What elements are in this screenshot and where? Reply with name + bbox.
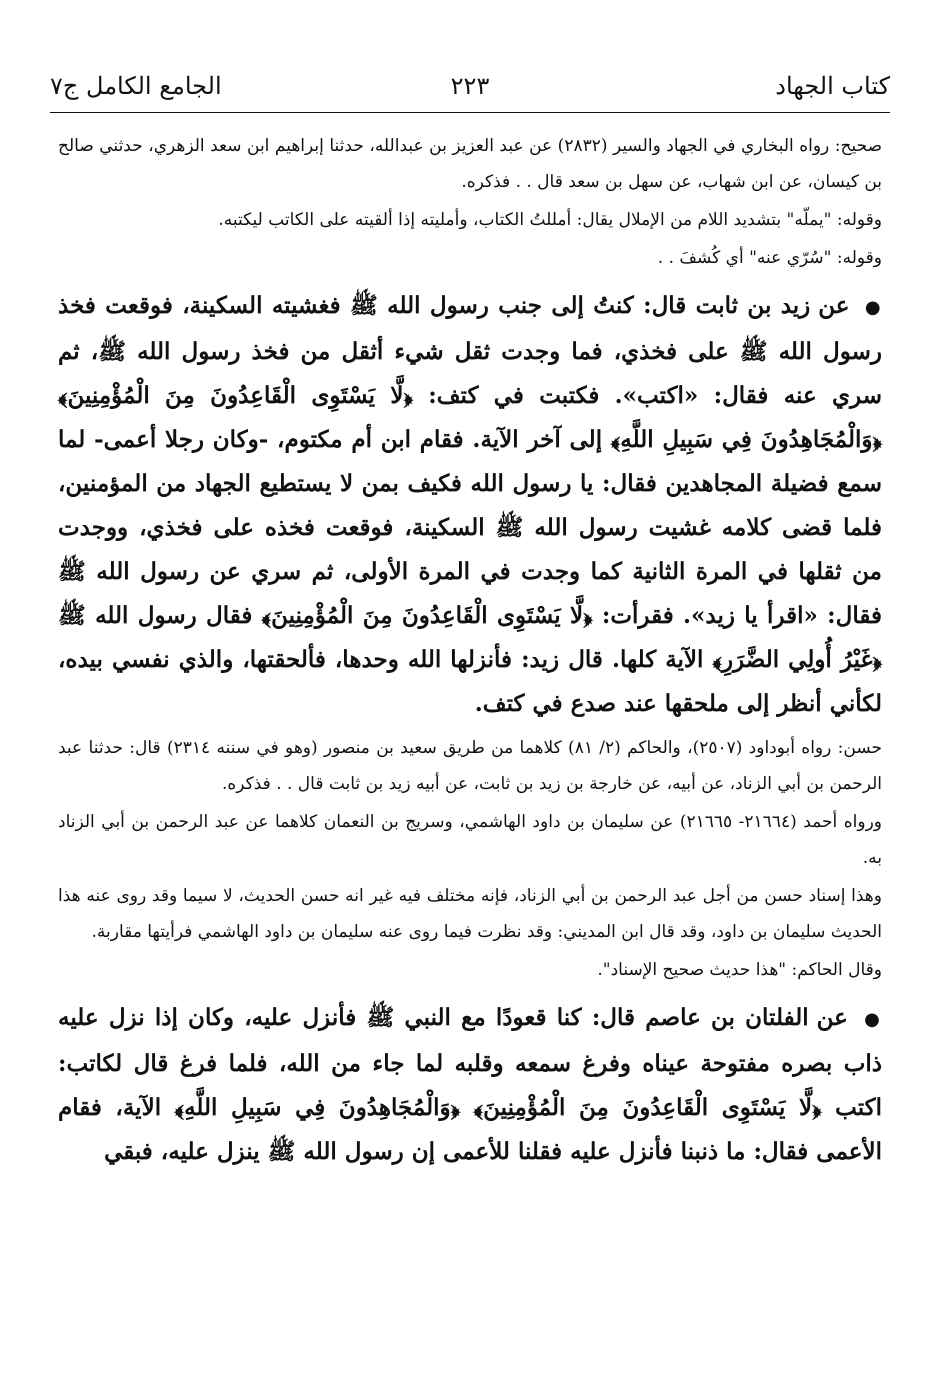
book-title: كتاب الجهاد xyxy=(775,72,890,100)
hadith-paragraph xyxy=(58,996,882,1174)
footnote-paragraph: وقوله: "سُرّي عنه" أي كُشفَ . . xyxy=(657,248,882,268)
bullet-icon: ● xyxy=(864,1009,882,1030)
footnote-paragraph: صحيح: رواه البخاري في الجهاد والسير (٢٨٣٢) عن عبد العزيز بن عبدالله، حدثنا إبراهيم ابن سعد الزهري، حدثني صالح بن كيسان، عن ابن شهاب، عن سهل بن سعد قال . . فذكره. xyxy=(58,136,883,192)
footnote-paragraph: وقوله: "يملّه" بتشديد اللام من الإملال يقال: أمللتُ الكتاب، وأمليته إذا ألقيته على الكاتب ليكتبه. xyxy=(218,210,882,230)
bullet-icon: ● xyxy=(864,297,882,318)
footnote-paragraph: ورواه أحمد (٢١٦٦٤- ٢١٦٦٥) عن سليمان بن داود الهاشمي، وسريج بن النعمان كلاهما عن عبد الرحمن بن أبي الزناد به. xyxy=(58,812,882,868)
series-title: الجامع الكامل ج٧ xyxy=(50,72,222,100)
footnote-paragraph: حسن: رواه أبوداود (٢٥٠٧)، والحاكم (٢/ ٨١) كلاهما من طريق سعيد بن منصور (وهو في سننه ٢٣١٤) قال: حدثنا عبد الرحمن بن أبي الزناد، عن أبيه، عن خارجة بن زيد بن ثابت، عن أبيه زيد بن ثابت قال . . فذكره. xyxy=(58,738,883,794)
footnote-paragraph: وهذا إسناد حسن من أجل عبد الرحمن بن أبي الزناد، فإنه مختلف فيه غير انه حسن الحديث، لا سيما وقد روى عنه هذا الحديث سليمان بن داود، وقد قال ابن المديني: وقد نظرت فيما روى عنه سليمان بن داود الهاشمي فرأيتها مقاربة. xyxy=(58,886,882,942)
page-header xyxy=(50,66,890,106)
hadith-text: عن الفلتان بن عاصم قال: كنا قعودًا مع النبي ﷺ فأنزل عليه، وكان إذا نزل عليه ذاب بصره مفتوحة عيناه وفرغ سمعه وقلبه لما جاء من الله، فلما فرغ قال لكاتب: اكتب ﴿لَّا يَسْتَوِى الْقَاعِدُونَ مِنَ الْمُؤْمِنِينَ﴾ ﴿وَالْمُجَاهِدُونَ فِي سَبِيلِ اللَّهِ﴾ الآية، فقام الأعمى فقال: ما ذنبنا فأنزل عليه فقلنا للأعمى إن رسول الله ﷺ ينزل عليه، فبقي xyxy=(58,1004,882,1165)
footnote-paragraph: وقال الحاكم: "هذا حديث صحيح الإسناد". xyxy=(597,960,882,980)
header-divider xyxy=(50,112,890,113)
hadith-text: عن زيد بن ثابت قال: كنتُ إلى جنب رسول الله ﷺ فغشيته السكينة، فوقعت فخذ رسول الله ﷺ على فخذي، فما وجدت ثقل شيء أثقل من فخذ رسول الله ﷺ، ثم سري عنه فقال: «اكتب». فكتبت في كتف: ﴿لَّا يَسْتَوِى الْقَاعِدُونَ مِنَ الْمُؤْمِنِينَ﴾ ﴿وَالْمُجَاهِدُونَ فِي سَبِيلِ اللَّهِ﴾ إلى آخر الآية. فقام ابن أم مكتوم، -وكان رجلا أعمى- لما سمع فضيلة المجاهدين فقال: يا رسول الله فكيف بمن لا يستطيع الجهاد من المؤمنين، فلما قضى كلامه غشيت رسول الله ﷺ السكينة، فوقعت فخذه على فخذي، ووجدت من ثقلها في المرة الثانية كما وجدت في المرة الأولى، ثم سري عن رسول الله ﷺ فقال: «اقرأ يا زيد». فقرأت: ﴿لَّا يَسْتَوِى الْقَاعِدُونَ مِنَ الْمُؤْمِنِينَ﴾ فقال رسول الله ﷺ ﴿غَيْرُ أُولِي الضَّرَرِ﴾ الآية كلها. قال زيد: فأنزلها الله وحدها، فألحقتها، والذي نفسي بيده، لكأني أنظر إلى ملحقها عند صدع في كتف. xyxy=(58,292,882,717)
page-body xyxy=(58,128,882,1178)
hadith-paragraph xyxy=(58,284,882,726)
page-number: ٢٢٣ xyxy=(450,72,490,100)
